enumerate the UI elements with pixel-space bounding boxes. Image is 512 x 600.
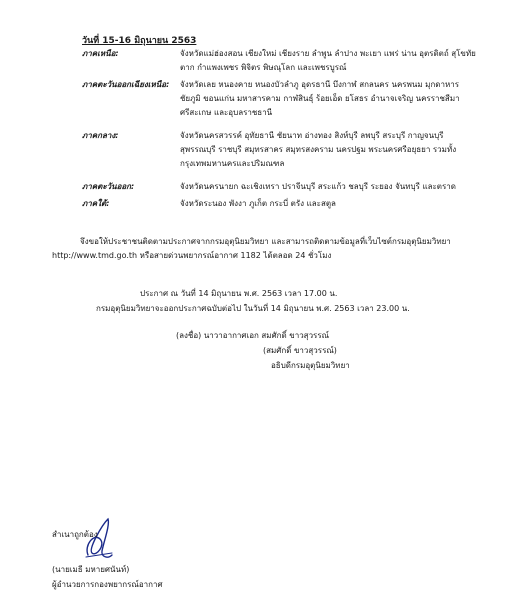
- province-line: ชัยภูมิ ขอนแก่น มหาสารคาม กาฬสินธุ์ ร้อยเอ็ด ยโสธร อำนาจเจริญ นครราชสีมา: [180, 94, 460, 103]
- certified-copy-position: ผู้อำนวยการกองพยากรณ์อากาศ: [52, 580, 163, 589]
- advisory-paragraph: [52, 235, 492, 263]
- region-name: ภาคกลาง:: [82, 131, 119, 140]
- province-line: จังหวัดนครสวรรค์ อุทัยธานี ชัยนาท อ่างทอง สิงห์บุรี ลพบุรี สระบุรี กาญจนบุรี: [180, 131, 444, 140]
- region-name: ภาคใต้:: [82, 199, 110, 208]
- region-name: ภาคตะวันออกเฉียงเหนือ:: [82, 80, 170, 89]
- advisory-line: จึงขอให้ประชาชนติดตามประกาศจากกรมอุตุนิยมวิทยา และสามารถติดตามข้อมูลที่เว็บไซต์กรมอุตุนิยมวิทยา: [80, 237, 451, 246]
- region-provinces: [180, 47, 480, 75]
- region-east: [82, 180, 482, 194]
- province-line: จังหวัดเลย หนองคาย หนองบัวลำภู อุดรธานี บึงกาฬ สกลนคร นครพนม มุกดาหาร: [180, 80, 460, 89]
- signature-name: (สมศักดิ์ ขาวสุวรรณ์): [263, 346, 337, 355]
- region-provinces: [180, 129, 480, 171]
- announcement-issued: ประกาศ ณ วันที่ 14 มิถุนายน พ.ศ. 2563 เวลา 17.00 น.: [140, 289, 338, 298]
- signature-signed-line: (ลงชื่อ) นาวาอากาศเอก สมศักดิ์ ขาวสุวรรณ์: [176, 331, 330, 340]
- province-line: สุพรรณบุรี ราชบุรี สมุทรสาคร สมุทรสงคราม นครปฐม พระนครศรีอยุธยา รวมทั้ง: [180, 145, 457, 154]
- province-line: จังหวัดนครนายก ฉะเชิงเทรา ปราจีนบุรี สระแก้ว ชลบุรี ระยอง จันทบุรี และตราด: [180, 182, 456, 191]
- region-name: ภาคเหนือ:: [82, 49, 119, 58]
- region-provinces: [180, 180, 480, 194]
- province-line: ศรีสะเกษ และอุบลราชธานี: [180, 108, 273, 117]
- region-provinces: [180, 197, 480, 211]
- province-line: กรุงเทพมหานครและปริมณฑล: [180, 159, 285, 168]
- signature-title: อธิบดีกรมอุตุนิยมวิทยา: [271, 361, 350, 370]
- advisory-line: http://www.tmd.go.th หรือสายด่วนพยากรณ์อากาศ 1182 ได้ตลอด 24 ชั่วโมง: [52, 251, 332, 260]
- region-name: ภาคตะวันออก:: [82, 182, 135, 191]
- forecast-date-heading: วันที่ 15-16 มิถุนายน 2563: [82, 36, 197, 46]
- region-north: [82, 47, 482, 75]
- announcement-next-issue: กรมอุตุนิยมวิทยาจะออกประกาศฉบับต่อไป ในวันที่ 14 มิถุนายน พ.ศ. 2563 เวลา 23.00 น.: [96, 304, 410, 313]
- province-line: ตาก กำแพงเพชร พิจิตร พิษณุโลก และเพชรบูรณ์: [180, 63, 347, 72]
- certified-copy-label: สำเนาถูกต้อง: [52, 530, 98, 539]
- region-south: [82, 197, 482, 211]
- region-northeast: [82, 78, 482, 120]
- province-line: จังหวัดระนอง พังงา ภูเก็ต กระบี่ ตรัง และสตูล: [180, 199, 336, 208]
- province-line: จังหวัดแม่ฮ่องสอน เชียงใหม่ เชียงราย ลำพูน ลำปาง พะเยา แพร่ น่าน อุตรดิตถ์ สุโขทัย: [180, 49, 476, 58]
- region-central: [82, 129, 482, 171]
- region-provinces: [180, 78, 480, 120]
- certified-copy-name: (นายเมธี มหายศนันท์): [52, 565, 130, 574]
